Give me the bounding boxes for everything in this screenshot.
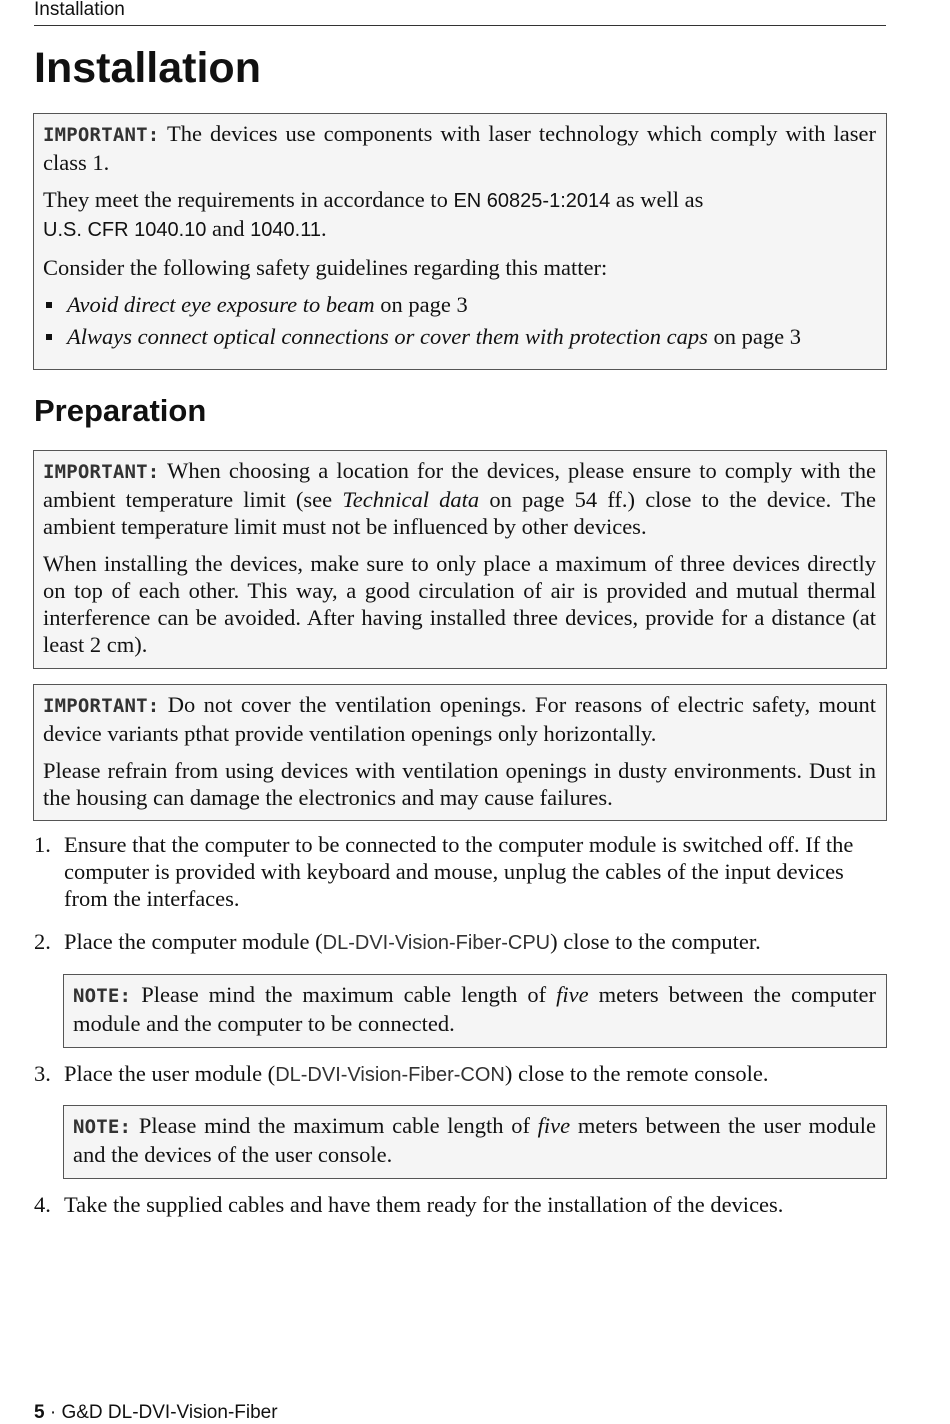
list-item [43,291,876,318]
standard-reference: EN 60825-1:2014 [453,190,611,212]
step-text-part: ) close to the computer. [550,929,761,954]
important-label: IMPORTANT: [43,461,160,483]
important-label: IMPORTANT: [43,695,160,717]
page-reference: on page 3 [374,292,468,317]
note-box-computer-cable [63,974,887,1048]
box-text: They meet the requirements in accordance to [43,187,454,212]
module-name: DL-DVI-Vision-Fiber-CON [275,1064,505,1086]
step-number: 2. [34,929,51,954]
step-number: 3. [34,1061,51,1086]
box-text: meters between the computer module and the computer to be connected. [73,982,877,1036]
section-heading: Preparation [34,393,207,428]
step-text [64,1060,886,1089]
box-text: Please mind the maximum cable length of [131,982,557,1007]
note-label: NOTE: [73,985,132,1007]
cfr-reference: U.S. CFR 1040.10 [43,219,207,241]
cross-reference-link[interactable]: Always connect optical connections or cover them with protection caps [67,324,708,349]
running-header [34,0,886,26]
emphasis: five [537,1113,571,1138]
step-text-part: Place the user module ( [64,1061,276,1086]
important-box-temperature [33,450,887,669]
page-title: Installation [34,44,261,92]
footer-separator: · [44,1402,62,1423]
cfr-reference: 1040.11 [250,219,321,241]
step-text-part: Place the computer module ( [64,929,323,954]
box-text: Do not cover the ventilation openings. For reasons of electric safety, mount device variants pthat provide ventilation openings only horizontally. [43,692,876,746]
step-4 [34,1191,886,1218]
product-name: G&D DL-DVI-Vision-Fiber [61,1402,278,1423]
box-text: meters between the user module and the devices of the user console. [73,1113,876,1167]
important-box-laser [33,113,887,370]
important-box-ventilation [33,684,887,821]
step-text-part: ) close to the remote console. [504,1061,769,1086]
box-paragraph [43,120,876,176]
step-number: 4. [34,1192,51,1217]
box-text: . [320,216,327,241]
page-number: 5 [34,1402,45,1423]
emphasis: five [556,982,589,1007]
safety-guideline-list [43,291,876,350]
box-paragraph: Consider the following safety guidelines regarding this matter: [43,255,608,280]
page-footer [34,1402,278,1424]
box-text: Please mind the maximum cable length of [131,1113,538,1138]
module-name: DL-DVI-Vision-Fiber-CPU [322,932,551,954]
box-text: as well as [610,187,704,212]
page-reference: on page 3 [707,324,802,349]
note-box-user-cable [63,1105,887,1179]
box-text: The devices use components with laser technology which comply with laser class 1. [43,121,877,175]
important-label: IMPORTANT: [43,124,160,146]
box-paragraph [73,1112,876,1168]
list-item [43,323,876,350]
cross-reference-link[interactable]: Technical data [342,487,480,512]
box-paragraph [43,457,876,540]
box-paragraph: When installing the devices, make sure to only place a maximum of three devices directly on top of each other. This way, a good circulation of air is provided and mutual thermal interference can be avoided. After having installed three devices, provide for a distance (at least 2 cm). [43,551,876,657]
step-text: Take the supplied cables and have them ready for the installation of the devices. [64,1192,784,1217]
cross-reference-link[interactable]: Avoid direct eye exposure to beam [67,292,375,317]
box-paragraph [73,981,876,1037]
step-1 [34,831,886,912]
running-header-title: Installation [34,0,125,20]
step-3 [34,1060,886,1089]
box-text: and [206,216,251,241]
note-label: NOTE: [73,1116,132,1138]
box-text: When choosing a location for the devices, please ensure to comply with the ambient temperature limit (see [43,458,876,512]
box-text: on page 54 ff.) close to the device. The ambient temperature limit must not be influenced by other devices. [43,487,876,539]
step-2 [34,928,886,957]
step-text [64,928,886,957]
step-text: Ensure that the computer to be connected to the computer module is switched off. If the computer is provided with keyboard and mouse, unplug the cables of the input devices from the interfaces. [64,832,854,911]
box-paragraph [43,186,876,244]
box-paragraph [43,691,876,747]
box-paragraph: Please refrain from using devices with ventilation openings in dusty environments. Dust in the housing can damage the electronics and may cause failures. [43,758,876,810]
step-number: 1. [34,832,51,857]
